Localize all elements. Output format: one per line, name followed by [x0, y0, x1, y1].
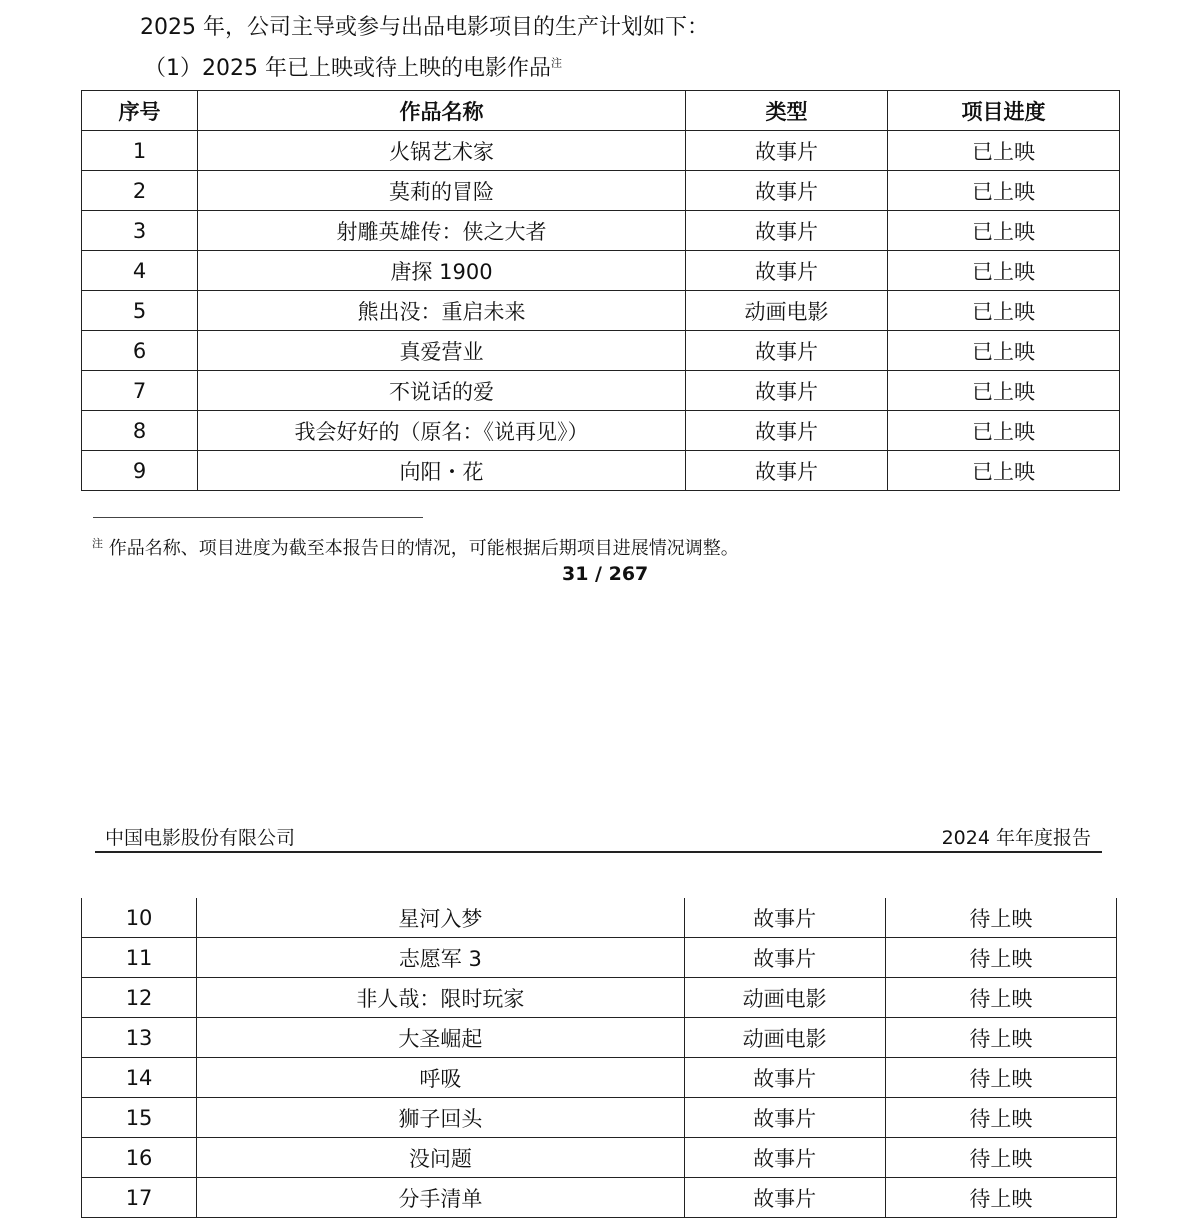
cell-title: 莫莉的冒险 — [198, 171, 686, 211]
cell-progress: 已上映 — [888, 451, 1120, 491]
page-number: 31 / 267 — [562, 563, 649, 585]
cell-progress: 待上映 — [885, 1058, 1116, 1098]
footnote — [92, 534, 739, 560]
cell-seq: 10 — [82, 898, 197, 938]
table-row — [82, 411, 1120, 451]
table-row — [82, 331, 1120, 371]
cell-title: 呼吸 — [197, 1058, 684, 1098]
cell-seq: 17 — [82, 1178, 197, 1218]
header-rule — [95, 851, 1102, 853]
table-row — [82, 1138, 1117, 1178]
cell-progress: 已上映 — [888, 371, 1120, 411]
cell-progress: 已上映 — [888, 211, 1120, 251]
table-row — [82, 211, 1120, 251]
cell-title: 我会好好的（原名：《说再见》） — [198, 411, 686, 451]
cell-seq: 8 — [82, 411, 198, 451]
table-row — [82, 898, 1117, 938]
cell-type: 故事片 — [686, 171, 888, 211]
cell-seq: 12 — [82, 978, 197, 1018]
cell-title: 熊出没：重启未来 — [198, 291, 686, 331]
cell-seq: 16 — [82, 1138, 197, 1178]
cell-seq: 1 — [82, 131, 198, 171]
cell-progress: 已上映 — [888, 331, 1120, 371]
cell-seq: 2 — [82, 171, 198, 211]
cell-seq: 15 — [82, 1098, 197, 1138]
header-company: 中国电影股份有限公司 — [105, 827, 296, 849]
cell-type: 故事片 — [684, 938, 885, 978]
cell-progress: 待上映 — [885, 978, 1116, 1018]
cell-type: 故事片 — [686, 331, 888, 371]
header-progress: 项目进度 — [888, 91, 1120, 131]
footnote-divider — [93, 517, 423, 518]
table-row — [82, 131, 1120, 171]
cell-title: 志愿军 3 — [197, 938, 684, 978]
cell-progress: 待上映 — [885, 1018, 1116, 1058]
cell-type: 故事片 — [686, 451, 888, 491]
cell-type: 故事片 — [686, 131, 888, 171]
cell-title: 火锅艺术家 — [198, 131, 686, 171]
header-seq: 序号 — [82, 91, 198, 131]
cell-type: 故事片 — [684, 898, 885, 938]
cell-progress: 已上映 — [888, 131, 1120, 171]
table-row — [82, 451, 1120, 491]
cell-type: 故事片 — [686, 371, 888, 411]
cell-seq: 5 — [82, 291, 198, 331]
table-row — [82, 1018, 1117, 1058]
cell-seq: 13 — [82, 1018, 197, 1058]
cell-progress: 已上映 — [888, 251, 1120, 291]
cell-type: 故事片 — [684, 1138, 885, 1178]
cell-progress: 已上映 — [888, 291, 1120, 331]
cell-progress: 已上映 — [888, 171, 1120, 211]
cell-title: 向阳・花 — [198, 451, 686, 491]
table-row — [82, 171, 1120, 211]
cell-seq: 11 — [82, 938, 197, 978]
cell-progress: 待上映 — [885, 1138, 1116, 1178]
cell-title: 唐探 1900 — [198, 251, 686, 291]
footnote-text: 作品名称、项目进度为截至本报告日的情况，可能根据后期项目进展情况调整。 — [108, 538, 739, 559]
cell-seq: 4 — [82, 251, 198, 291]
cell-title: 真爱营业 — [198, 331, 686, 371]
cell-seq: 3 — [82, 211, 198, 251]
cell-seq: 9 — [82, 451, 198, 491]
films-table-page1 — [81, 90, 1120, 491]
cell-type: 故事片 — [684, 1098, 885, 1138]
section-subtitle — [144, 51, 562, 82]
table-row — [82, 1098, 1117, 1138]
cell-title: 没问题 — [197, 1138, 684, 1178]
cell-seq: 6 — [82, 331, 198, 371]
table-header-row — [82, 91, 1120, 131]
header-report: 2024 年年度报告 — [941, 827, 1091, 849]
cell-progress: 待上映 — [885, 1098, 1116, 1138]
cell-title: 星河入梦 — [197, 898, 684, 938]
cell-seq: 7 — [82, 371, 198, 411]
cell-type: 动画电影 — [684, 978, 885, 1018]
cell-progress: 待上映 — [885, 1178, 1116, 1218]
table-row — [82, 1178, 1117, 1218]
note-mark: 注 — [550, 56, 562, 70]
table-row — [82, 938, 1117, 978]
cell-title: 分手清单 — [197, 1178, 684, 1218]
cell-type: 动画电影 — [684, 1018, 885, 1058]
table-row — [82, 251, 1120, 291]
cell-title: 不说话的爱 — [198, 371, 686, 411]
table-row — [82, 371, 1120, 411]
cell-title: 非人哉：限时玩家 — [197, 978, 684, 1018]
header-type: 类型 — [686, 91, 888, 131]
cell-type: 故事片 — [686, 411, 888, 451]
footnote-mark: 注 — [92, 537, 103, 550]
intro-text: 2025 年，公司主导或参与出品电影项目的生产计划如下： — [140, 15, 709, 40]
cell-progress: 已上映 — [888, 411, 1120, 451]
header-title: 作品名称 — [198, 91, 686, 131]
cell-progress: 待上映 — [885, 938, 1116, 978]
table-row — [82, 978, 1117, 1018]
cell-title: 狮子回头 — [197, 1098, 684, 1138]
cell-title: 大圣崛起 — [197, 1018, 684, 1058]
cell-type: 故事片 — [684, 1178, 885, 1218]
cell-title: 射雕英雄传：侠之大者 — [198, 211, 686, 251]
cell-type: 故事片 — [684, 1058, 885, 1098]
cell-type: 故事片 — [686, 251, 888, 291]
table-row — [82, 1058, 1117, 1098]
cell-seq: 14 — [82, 1058, 197, 1098]
films-table-page2 — [81, 898, 1117, 1218]
subtitle-text: （1）2025 年已上映或待上映的电影作品 — [144, 56, 551, 81]
cell-progress: 待上映 — [885, 898, 1116, 938]
table-row — [82, 291, 1120, 331]
cell-type: 动画电影 — [686, 291, 888, 331]
cell-type: 故事片 — [686, 211, 888, 251]
